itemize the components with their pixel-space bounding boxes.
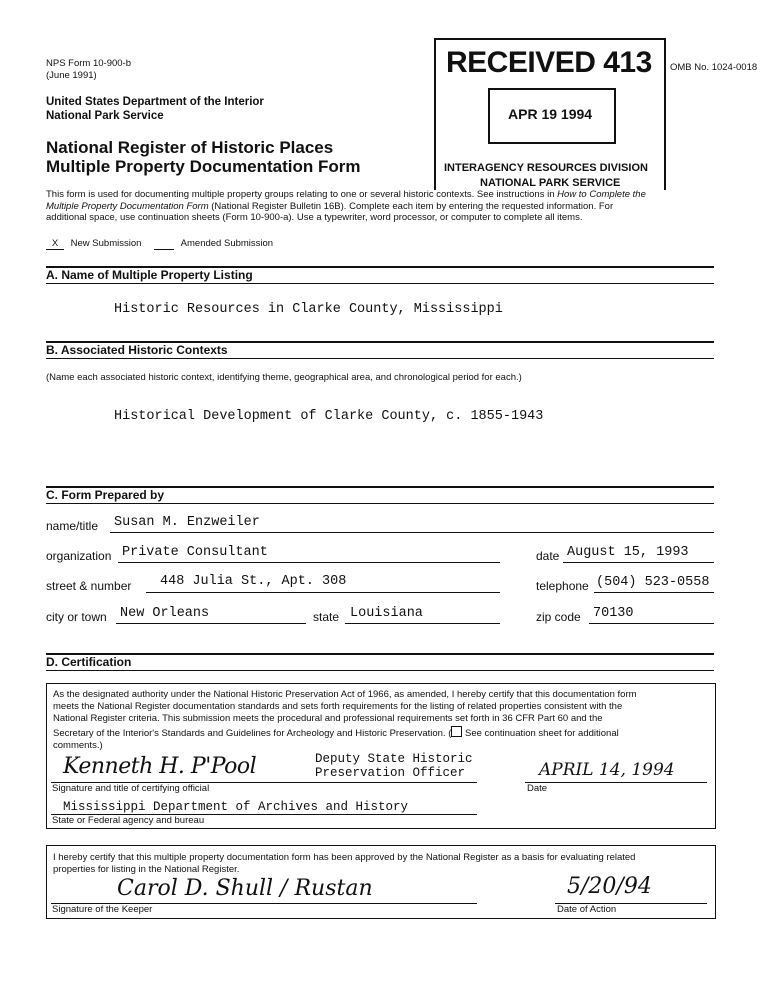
date-cert-underline [525, 782, 707, 783]
signature-label: Signature and title of certifying official [52, 783, 210, 794]
organization-underline [118, 562, 500, 563]
section-d-heading: D. Certification [46, 655, 132, 669]
section-d-rule [46, 653, 714, 655]
section-a-underline [46, 283, 714, 284]
keeper-box [46, 845, 716, 919]
street-label: street & number [46, 579, 132, 593]
omb-number: OMB No. 1024-0018 [670, 62, 758, 73]
form-date: (June 1991) [46, 70, 97, 81]
city-underline [116, 623, 306, 624]
official-title: Deputy State Historic Preservation Officer [315, 752, 473, 780]
telephone-underline [594, 592, 714, 593]
department-name: United States Department of the Interior [46, 96, 264, 108]
new-submission-checkbox[interactable]: X [46, 238, 64, 250]
organization-field[interactable]: Private Consultant [122, 545, 268, 560]
certification-text: As the designated authority under the National Historic Preservation Act of 1966, as amended, I hereby certify that this documentation form meets the National Register documentation standards and sets forth requirements for the listing of related properties consistent with the National Register criteria. This submission meets the procedural and professional requirements set forth in 36 CFR Part 60 and the Secretary of the Interior's Standards and Guidelines for Archeology and Historic Preservation. ( See continuation sheet for additional comments.) [53, 689, 637, 751]
section-b-heading: B. Associated Historic Contexts [46, 343, 228, 357]
organization-label: organization [46, 549, 112, 563]
street-underline [146, 592, 500, 593]
street-field[interactable]: 448 Julia St., Apt. 308 [160, 574, 347, 589]
zip-field[interactable]: 70130 [593, 606, 634, 621]
action-date-label: Date of Action [557, 904, 617, 915]
certification-date: APRIL 14, 1994 [539, 760, 675, 780]
section-b-instruction: (Name each associated historic context, identifying theme, geographical area, and chronological period for each.) [46, 372, 522, 383]
section-c-underline [46, 503, 714, 504]
received-stamp [434, 38, 666, 190]
name-title-underline [110, 532, 714, 533]
intro-paragraph: This form is used for documenting multiple property groups relating to one or several historic contexts. See instructions in How to Complete the Multiple Property Documentation Form (National Register Bulletin 16B). Complete each item by entering the requested information. For additional space, use continuation sheets (Form 10-900-a). Use a typewriter, word processor, or computer to complete all items. [46, 189, 646, 223]
section-a-heading: A. Name of Multiple Property Listing [46, 268, 253, 282]
service-name: National Park Service [46, 110, 164, 122]
date-underline [563, 562, 714, 563]
zip-underline [589, 623, 714, 624]
stamp-division: INTERAGENCY RESOURCES DIVISION [444, 162, 648, 174]
stamp-date: APR 19 1994 [508, 106, 593, 122]
form-number: NPS Form 10-900-b [46, 58, 132, 69]
certification-box [46, 683, 716, 829]
form-title-line1: National Register of Historic Places [46, 138, 334, 157]
date-label: date [536, 549, 560, 563]
state-label: state [313, 610, 340, 624]
keeper-signature: Carol D. Shull / Rustan [117, 876, 373, 901]
name-title-field[interactable]: Susan M. Enzweiler [114, 515, 260, 530]
section-d-underline [46, 670, 714, 671]
keeper-sig-label: Signature of the Keeper [52, 904, 153, 915]
state-field[interactable]: Louisiana [350, 606, 423, 621]
multiple-property-name[interactable]: Historic Resources in Clarke County, Mississippi [114, 302, 503, 317]
zip-label: zip code [536, 610, 581, 624]
certifying-signature: Kenneth H. P'Pool [63, 754, 257, 779]
name-title-label: name/title [46, 519, 99, 533]
keeper-text: I hereby certify that this multiple property documentation form has been approved by the National Register as a basis for evaluating related properties for listing in the National Register. [53, 852, 636, 875]
telephone-label: telephone [536, 579, 589, 593]
form-title-line2: Multiple Property Documentation Form [46, 157, 361, 176]
section-b-underline [46, 358, 714, 359]
amended-submission-label: Amended Submission [180, 238, 274, 249]
submission-type [46, 238, 273, 250]
stamp-date-box [488, 88, 616, 144]
date-field[interactable]: August 15, 1993 [567, 545, 689, 560]
stamp-service: NATIONAL PARK SERVICE [480, 177, 621, 189]
new-submission-label: New Submission [70, 238, 142, 249]
date-cert-label: Date [527, 783, 548, 794]
agency-label: State or Federal agency and bureau [52, 815, 205, 826]
agency-field[interactable]: Mississippi Department of Archives and History [63, 800, 409, 814]
telephone-field[interactable]: (504) 523-0558 [596, 575, 710, 590]
received-stamp-title: RECEIVED 413 [446, 46, 652, 79]
city-field[interactable]: New Orleans [120, 606, 210, 621]
section-c-heading: C. Form Prepared by [46, 488, 165, 502]
city-label: city or town [46, 610, 107, 624]
amended-submission-checkbox[interactable] [154, 238, 174, 250]
state-underline [345, 623, 500, 624]
continuation-checkbox[interactable] [451, 726, 462, 737]
action-date: 5/20/94 [567, 874, 652, 899]
historic-context[interactable]: Historical Development of Clarke County, c. 1855-1943 [114, 409, 544, 424]
